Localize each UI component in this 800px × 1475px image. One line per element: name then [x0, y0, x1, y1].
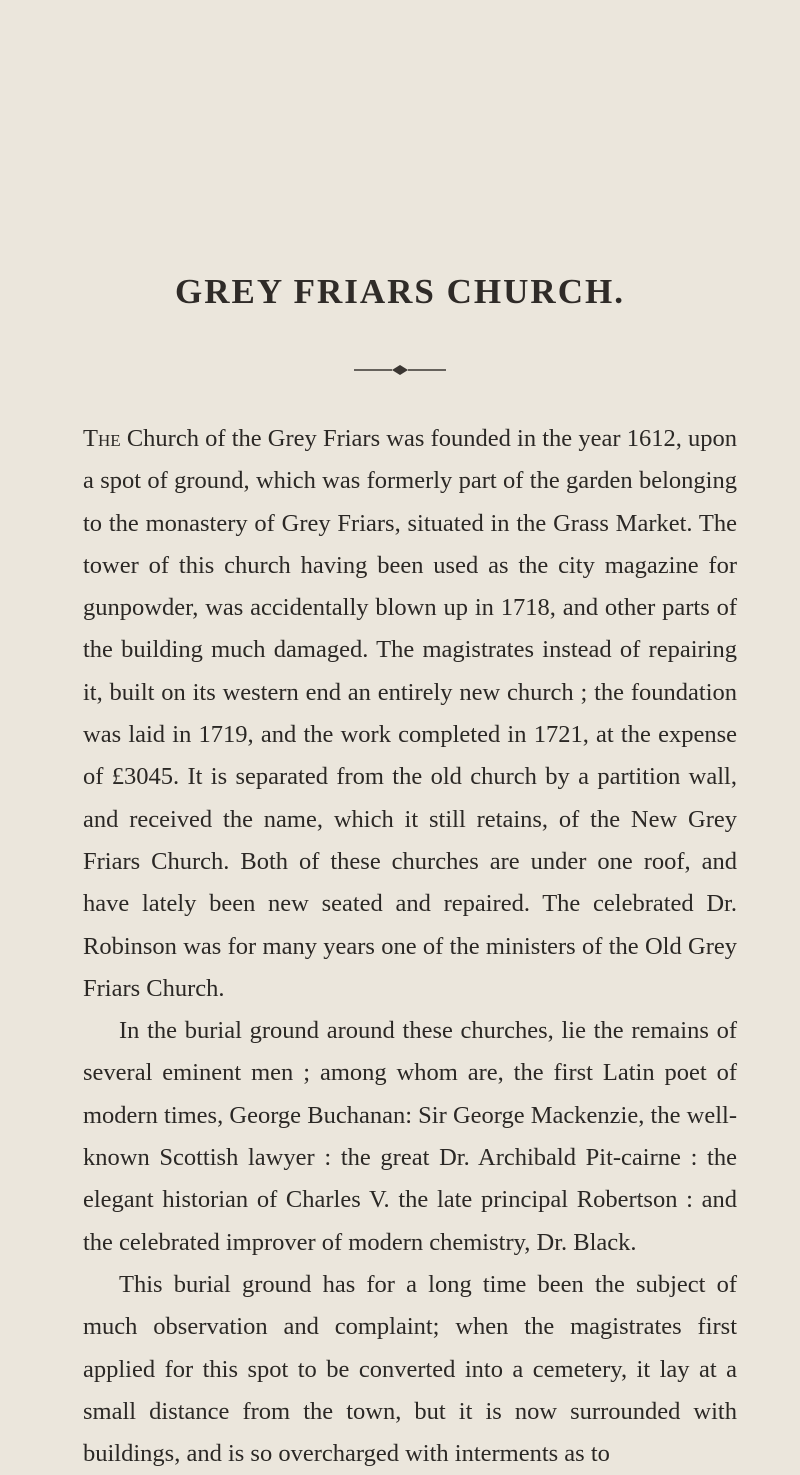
paragraph-text: This burial ground has for a long time been the subject of much observation and complaint; when the magistrates first applied for this spot to be converted into a cemetery, it lay at a small distance from the town, but it is now surrounded with buildings, and is so overcharged with interments as to — [83, 1270, 737, 1468]
page-title: GREY FRIARS CHURCH. — [175, 272, 625, 311]
paragraph-lead: The — [83, 425, 121, 452]
paragraph — [83, 418, 737, 1010]
paragraph-text: In the burial ground around these churches, lie the remains of several eminent men ; among whom are, the first Latin poet of modern times, George Buchanan: Sir George Mackenzie, the well-known Scottish lawyer : the great Dr. Archibald Pit-cairne : the elegant historian of Charles V. the late principal Robertson : and the celebrated improver of modern chemistry, Dr. Black. — [83, 1017, 737, 1256]
paragraph — [83, 1010, 737, 1264]
body-text — [83, 418, 737, 1475]
paragraph-text: Church of the Grey Friars was founded in the year 1612, upon a spot of ground, which was formerly part of the garden belonging to the monastery of Grey Friars, situated in the Grass Market. The tower of this church having been used as the city magazine for gunpowder, was accidentally blown up in 1718, and other parts of the building much damaged. The magistrates instead of repairing it, built on its western end an entirely new church ; the foundation was laid in 1719, and the work completed in 1721, at the expense of £3045. It is separated from the old church by a partition wall, and received the name, which it still retains, of the New Grey Friars Church. Both of these churches are under one roof, and have lately been new seated and repaired. The celebrated Dr. Robinson was for many years one of the ministers of the Old Grey Friars Church. — [83, 425, 737, 1002]
divider-ornament-icon — [352, 362, 448, 378]
paragraph — [83, 1264, 737, 1475]
